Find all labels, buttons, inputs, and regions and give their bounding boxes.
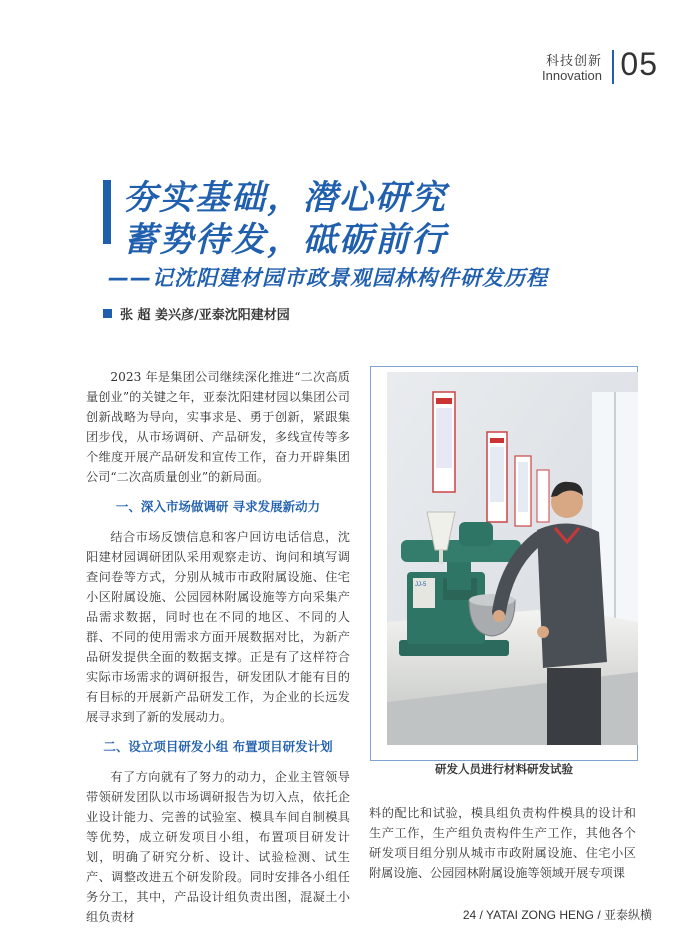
section-category-en: Innovation xyxy=(542,68,602,83)
section-category: 科技创新 xyxy=(545,54,602,69)
body-column-left xyxy=(86,367,350,927)
body-column-right xyxy=(369,803,636,883)
title-accent-bar xyxy=(103,180,111,244)
article-subtitle: ——记沈阳建材园市政景观园林构件研发历程 xyxy=(108,266,548,290)
paragraph: 有了方向就有了努力的动力，企业主管领导带领研发团队以市场调研报告为切入点，依托企业设计能力、完善的试验室、模具车间自制模具等优势，成立研发项目小组，布置项目研发计划，明确了研究分析、设计、试验检测、试生产、调整改进五个研发阶段。同时安排各小组任务分工，其中，产品设计组负责出图，混凝土小组负责材 xyxy=(86,770,350,924)
section-number: 05 xyxy=(620,46,658,82)
article-title-line1: 夯实基础，潜心研究 xyxy=(123,178,447,218)
author-marker xyxy=(103,309,112,318)
section-heading: 二、设立项目研发小组 布置项目研发计划 xyxy=(103,739,333,754)
paragraph: 结合市场反馈信息和客户回访电话信息，沈阳建材园调研团队采用观察走访、询问和填写调查问卷等方式，分别从城市市政附属设施、住宅小区附属设施、公园园林附属设施等方向采集产品需求数据，同时也在不同的地区、不同的人群、不同的使用需求方面开展数据对比，为新产品研发提供全面的数据支撑。正是有了这样符合实际市场需求的调研报告，研发团队才能有目的有目标的开展新产品研发工作，为企业的长远发展寻求到了新的发展动力。 xyxy=(86,530,350,724)
photo-caption: 研发人员进行材料研发试验 xyxy=(435,762,573,776)
paragraph: 2023 年是集团公司继续深化推进“二次高质量创业”的关键之年，亚泰沈阳建材园以集团公司创新战略为导向，实事求是、勇于创新，紧跟集团步伐，从市场调研、产品研发，多线宣传等多个维度开展产品研发和宣传工作，奋力开辟集团公司“二次高质量创业”的新局面。 xyxy=(86,370,350,484)
page-footer: 24 / YATAI ZONG HENG / 亚泰纵横 xyxy=(462,908,652,922)
author-line: 张 超 姜兴彦/亚泰沈阳建材园 xyxy=(120,308,290,323)
lab-photo xyxy=(387,372,638,745)
paragraph: 料的配比和试验，模具组负责构件模具的设计和生产工作，生产组负责构件生产工作，其他各个研发项目组分别从城市市政附属设施、住宅小区附属设施、公园园林附属设施等领域开展专项课 xyxy=(369,806,636,880)
section-heading: 一、深入市场做调研 寻求发展新动力 xyxy=(115,499,321,514)
article-title-line2: 蓄势待发，砥砺前行 xyxy=(123,220,447,260)
page-header xyxy=(498,46,658,90)
machine-label: JJ-5 xyxy=(415,582,427,588)
header-divider xyxy=(612,50,614,84)
